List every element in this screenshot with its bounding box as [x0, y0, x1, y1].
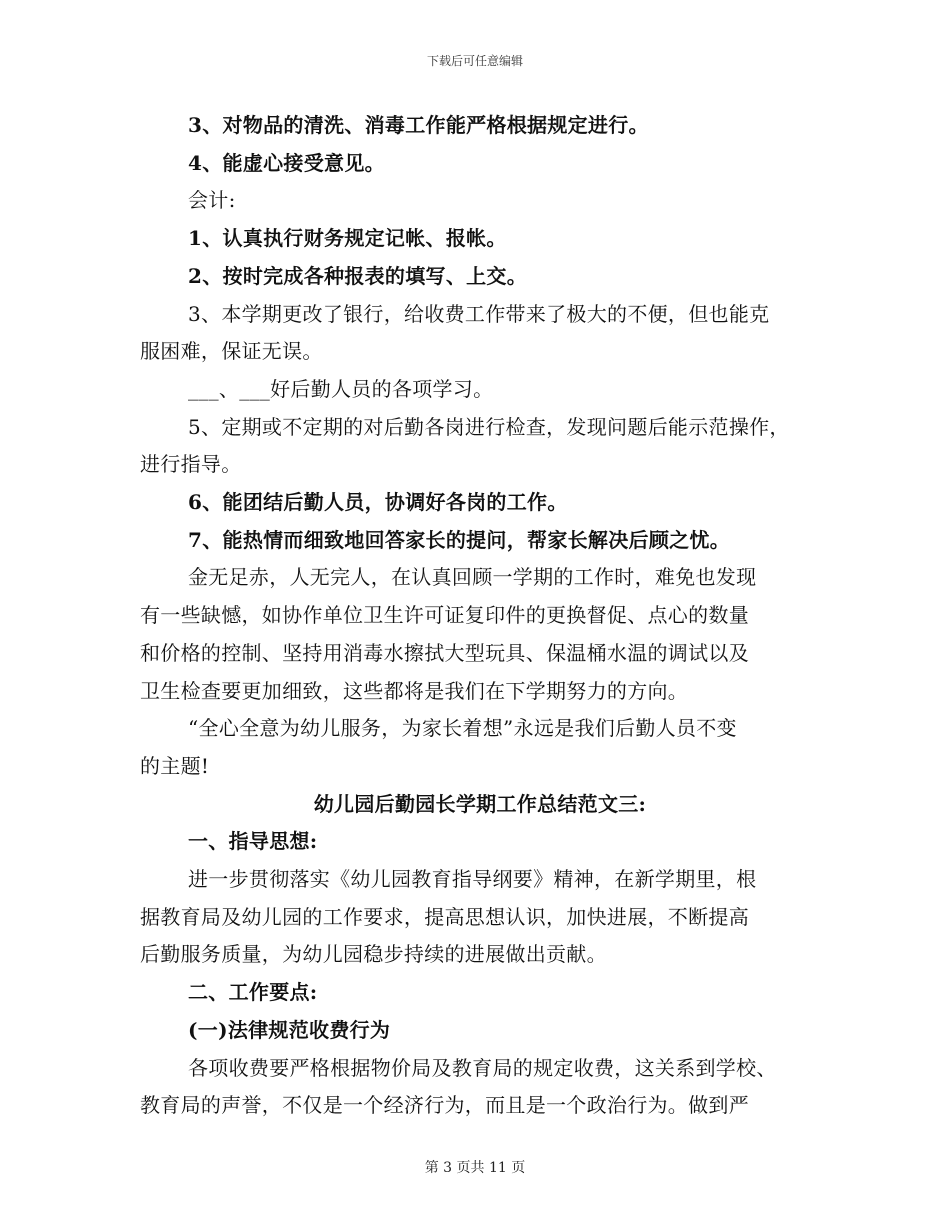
- text-line: 和价格的控制、坚持用消毒水擦拭大型玩具、保温桶水温的调试以及: [140, 640, 749, 665]
- text-line: 进一步贯彻落实《幼儿园教育指导纲要》精神，在新学期里，根: [188, 867, 757, 892]
- text-line: 各项收费要严格根据物价局及教育局的规定收费，这关系到学校、: [188, 1055, 777, 1080]
- section-title: 幼儿园后勤园长学期工作总结范文三:: [313, 791, 647, 816]
- text-line: 1、认真执行财务规定记帐、报帐。: [188, 226, 507, 251]
- text-line: 卫生检查要更加细致，这些都将是我们在下学期努力的方向。: [140, 678, 689, 703]
- text-line: 金无足赤，人无完人，在认真回顾一学期的工作时，难免也发现: [188, 565, 757, 590]
- document-body: [140, 107, 820, 1125]
- page-footer: 第 3 页共 11 页: [424, 1160, 526, 1176]
- text-line: (一)法律规范收费行为: [188, 1017, 391, 1042]
- text-line: 二、工作要点:: [188, 980, 318, 1005]
- page-header: 下载后可任意编辑: [426, 54, 523, 68]
- text-line: 后勤服务质量，为幼儿园稳步持续的进展做出贡献。: [140, 942, 607, 967]
- text-line: 3、对物品的清洗、消毒工作能严格根据规定进行。: [188, 113, 649, 137]
- text-line: 教育局的声誉，不仅是一个经济行为，而且是一个政治行为。做到严: [140, 1093, 749, 1118]
- text-line: 的主题!: [140, 753, 210, 778]
- text-line: 5、定期或不定期的对后勤各岗进行检查，发现问题后能示范操作，: [188, 414, 790, 439]
- text-line: 2、按时完成各种报表的填写、上交。: [188, 263, 528, 288]
- text-line: 3、本学期更改了银行，给收费工作带来了极大的不便，但也能克: [188, 301, 770, 326]
- text-line: ___、___好后勤人员的各项学习。: [188, 376, 494, 401]
- text-line: 4、能虚心接受意见。: [188, 150, 385, 175]
- text-line: 服困难，保证无误。: [140, 339, 323, 364]
- text-line: 6、能团结后勤人员，协调好各岗的工作。: [188, 490, 568, 515]
- text-line: “全心全意为幼儿服务，为家长着想”永远是我们后勤人员不变: [188, 716, 737, 741]
- text-line: 据教育局及幼儿园的工作要求，提高思想认识，加快进展，不断提高: [140, 904, 749, 929]
- text-line: 7、能热情而细致地回答家长的提问，帮家长解决后顾之忧。: [188, 527, 731, 552]
- text-line: 会计:: [188, 188, 236, 213]
- text-line: 一、指导思想:: [188, 829, 318, 854]
- text-line: 进行指导。: [140, 452, 242, 477]
- text-line: 有一些缺憾，如协作单位卫生许可证复印件的更换督促、点心的数量: [140, 603, 749, 628]
